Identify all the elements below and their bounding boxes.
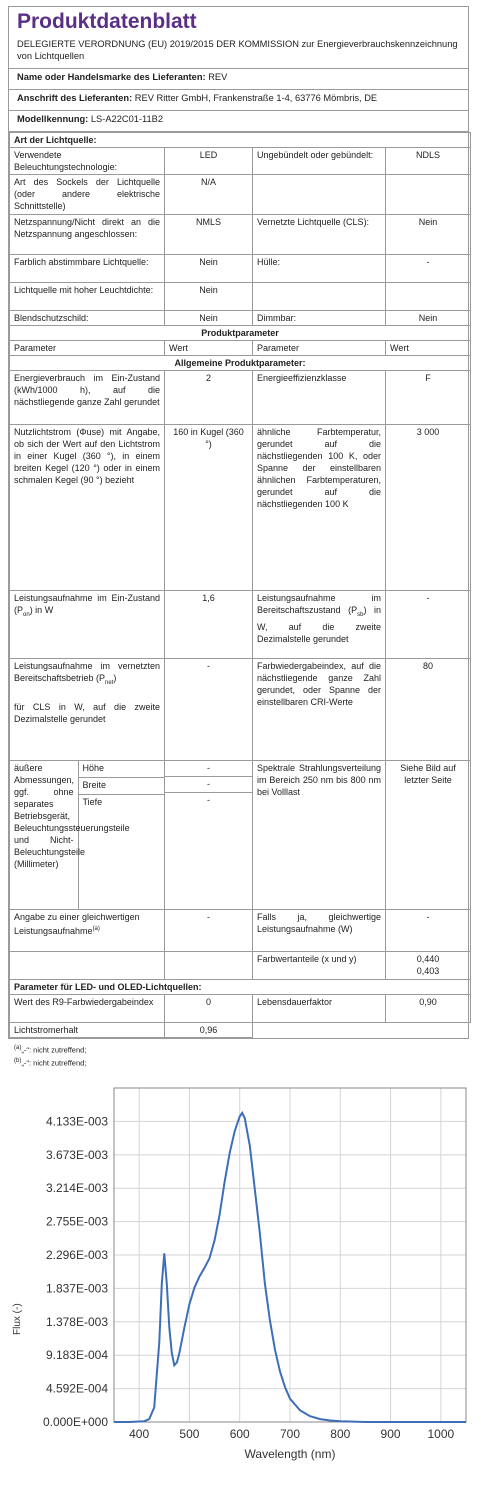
chromaticity-label: Farbwertanteile (x und y): [253, 952, 386, 980]
height-value: -: [165, 761, 252, 777]
spd-label: Spektrale Strahlungsverteilung im Bereich 250 nm bis 800 nm bei Volllast: [253, 761, 386, 910]
high-luminance-value: Nein: [165, 283, 253, 311]
product-data-table: [9, 132, 471, 1038]
r9-label: Wert des R9-Farbwiedergabeindex: [10, 995, 165, 1023]
r9-value: 0: [165, 995, 253, 1023]
cls-label: Vernetzte Lichtquelle (CLS):: [253, 215, 386, 255]
x-tick-label: 400: [129, 1427, 150, 1441]
equiv-value: -: [165, 910, 253, 952]
type-header: Art der Lichtquelle:: [10, 133, 471, 148]
pon-label: Leistungsaufnahme im Ein-Zustand $(P_{on})$ in W: [10, 591, 165, 659]
tech-label: Verwendete Beleuchtungstechnologie:: [10, 148, 165, 175]
x-tick-label: 1000: [427, 1427, 455, 1441]
supplier-name: REV: [208, 72, 228, 82]
product-params-header: Produktparameter: [10, 326, 471, 341]
empty-cell: [253, 175, 386, 215]
empty-cell: [253, 1023, 386, 1038]
y-tick-label: 2.296E-003: [45, 1248, 108, 1262]
led-params-header: Parameter für LED- und OLED-Lichtquellen:: [10, 980, 471, 995]
col-param: Parameter: [253, 341, 386, 356]
empty-cell: [386, 175, 471, 215]
tunable-label: Farblich abstimmbare Lichtquelle:: [10, 255, 165, 283]
model-id: LS-A22C01-11B2: [90, 114, 164, 124]
model-row: [9, 111, 468, 132]
y-tick-label: 1.837E-003: [45, 1281, 108, 1296]
cct-value: 3 000: [386, 425, 471, 591]
supplier-address: REV Ritter GmbH, Frankenstraße 1-4, 63776 Mömbris, DE: [134, 93, 378, 103]
page-title: Produktdatenblatt: [17, 10, 197, 33]
supplier-address-label: Anschrift des Lieferanten:: [17, 93, 133, 103]
depth-label: Tiefe: [82, 797, 103, 807]
chart-grid: [114, 1088, 466, 1422]
y-tick-label: 3.673E-003: [45, 1147, 108, 1162]
spectrum-chart: [0, 1076, 481, 1500]
equiv-label: Angabe zu einer gleichwertigen Leistungsaufnahme$^{(a)}$: [10, 910, 165, 952]
energy-class-label: Energieeffizienzklasse: [253, 371, 386, 425]
cri-label: Farbwiedergabeindex, auf die nächstliegende ganze Zahl gerundet, oder Spanne der einstellbaren CRI-Werte: [253, 659, 386, 761]
energy-class-value: F: [386, 371, 471, 425]
lumen-maintenance-label: Lichtstromerhalt: [10, 1023, 165, 1038]
y-tick-label: 1.378E-003: [45, 1314, 108, 1329]
pon-value: 1,6: [165, 591, 253, 659]
y-axis-label: Flux (-): [12, 1303, 23, 1335]
col-param: Parameter: [10, 341, 165, 356]
supplier-name-row: [9, 69, 468, 90]
cri-value: 80: [386, 659, 471, 761]
width-label: Breite: [78, 778, 164, 795]
supplier-name-label: Name oder Handelsmarke des Lieferanten:: [17, 72, 206, 82]
y-tick-label: 4.133E-003: [45, 1114, 108, 1129]
energy-label: Energieverbrauch im Ein-Zustand (kWh/1000 h), auf die nächstliegende ganze Zahl gerundet: [10, 371, 165, 425]
chromaticity-values: 0,440 0,403: [386, 952, 471, 980]
y-tick-labels: [43, 1114, 108, 1429]
col-value: Wert: [386, 341, 471, 356]
mains-label: Netzspannung/Nicht direkt an die Netzspannung angeschlossen:: [10, 215, 165, 255]
equiv-power-label: Falls ja, gleichwertige Leistungsaufnahme (W): [253, 910, 386, 952]
footnote-b: $^{(b)}$„-": nicht zutreffend;: [14, 1057, 87, 1067]
directional-value: NDLS: [386, 148, 471, 175]
dimensions-label: äußere Abmessungen, ggf. ohne separates Betriebsgerät, Beleuchtungssteuerungsteile und Nicht-Beleuchtungsteile (Millimeter): [10, 761, 78, 909]
lumen-maintenance-value: 0,96: [165, 1023, 253, 1038]
spd-value: Siehe Bild auf letzter Seite: [386, 761, 471, 910]
cct-label: ähnliche Farbtemperatur, gerundet auf die nächstliegenden 100 K, oder Spanne der einstellbaren ähnlichen Farbtemperaturen, gerundet auf die nächstliegenden 100 K: [253, 425, 386, 591]
survival-value: 0,90: [386, 995, 471, 1023]
mains-value: NMLS: [165, 215, 253, 255]
x-tick-labels: [129, 1427, 454, 1441]
general-params-header: Allgemeine Produktparameter:: [10, 356, 471, 371]
y-tick-label: 9.183E-004: [45, 1348, 108, 1363]
model-label: Modellkennung:: [17, 114, 89, 124]
socket-value: N/A: [165, 175, 253, 215]
cls-value: Nein: [386, 215, 471, 255]
envelope-label: Hülle:: [253, 255, 386, 283]
survival-label: Lebensdauerfaktor: [253, 995, 386, 1023]
regulation-intro: DELEGIERTE VERORDNUNG (EU) 2019/2015 DER KOMMISSION zur Energieverbrauchskennzeichnung von Lichtquellen: [9, 34, 468, 69]
pnet-label: Leistungsaufnahme im vernetzten Bereitschaftsbetrieb $(P_{net})$ für CLS in W, auf die zweite Dezimalstelle gerundet: [10, 659, 165, 761]
energy-value: 2: [165, 371, 253, 425]
antiglare-label: Blendschutzschild:: [10, 311, 165, 326]
supplier-address-row: [9, 90, 468, 111]
footnotes: [8, 1039, 469, 1072]
tunable-value: Nein: [165, 255, 253, 283]
envelope-value: -: [386, 255, 471, 283]
depth-value: -: [207, 795, 210, 805]
flux-value: 160 in Kugel (360 °): [165, 425, 253, 591]
y-tick-label: 3.214E-003: [45, 1181, 108, 1196]
equiv-power-value: -: [386, 910, 471, 952]
high-luminance-label: Lichtquelle mit hoher Leuchtdichte:: [10, 283, 165, 311]
x-tick-label: 700: [279, 1427, 301, 1441]
empty-cell: [165, 952, 253, 980]
x-axis-label: Wavelength (nm): [244, 1447, 336, 1461]
dimensions-values: [165, 761, 253, 910]
empty-cell: [253, 283, 386, 311]
height-label: Höhe: [78, 761, 164, 778]
y-tick-label: 2.755E-003: [45, 1214, 108, 1229]
dimmable-label: Dimmbar:: [253, 311, 386, 326]
antiglare-value: Nein: [165, 311, 253, 326]
tech-value: LED: [165, 148, 253, 175]
flux-label: Nutzlichtstrom (Φuse) mit Angabe, ob sich der Wert auf den Lichtstrom in einer Kugel (360 °), in einem breiten Kegel (120 °) oder in einem schmalen Kegel (90 °) bezieht: [10, 425, 165, 591]
x-tick-label: 600: [229, 1427, 250, 1441]
pnet-value: -: [165, 659, 253, 761]
empty-cell: [386, 1023, 471, 1038]
empty-cell: [10, 952, 165, 980]
width-value: -: [165, 777, 252, 793]
x-tick-label: 500: [179, 1427, 200, 1441]
dimensions-cell: [10, 761, 165, 910]
y-tick-label: 0.000E+000: [42, 1415, 108, 1429]
x-tick-label: 900: [380, 1427, 401, 1441]
x-tick-label: 800: [330, 1427, 351, 1441]
psb-label: Leistungsaufnahme im Bereitschaftszustand $(P_{sb})$ in W, auf die zweite Dezimalstelle gerundet: [253, 591, 386, 659]
col-value: Wert: [165, 341, 253, 356]
socket-label: Art des Sockels der Lichtquelle (oder andere elektrische Schnittstelle): [10, 175, 165, 215]
y-tick-label: 4.592E-004: [45, 1381, 108, 1396]
dimmable-value: Nein: [386, 311, 471, 326]
footnote-a: $^{(a)}$„-": nicht zutreffend;: [14, 1045, 87, 1055]
empty-cell: [386, 283, 471, 311]
psb-value: -: [386, 591, 471, 659]
directional-label: Ungebündelt oder gebündelt:: [253, 148, 386, 175]
spectrum-chart-svg: [0, 1076, 481, 1500]
